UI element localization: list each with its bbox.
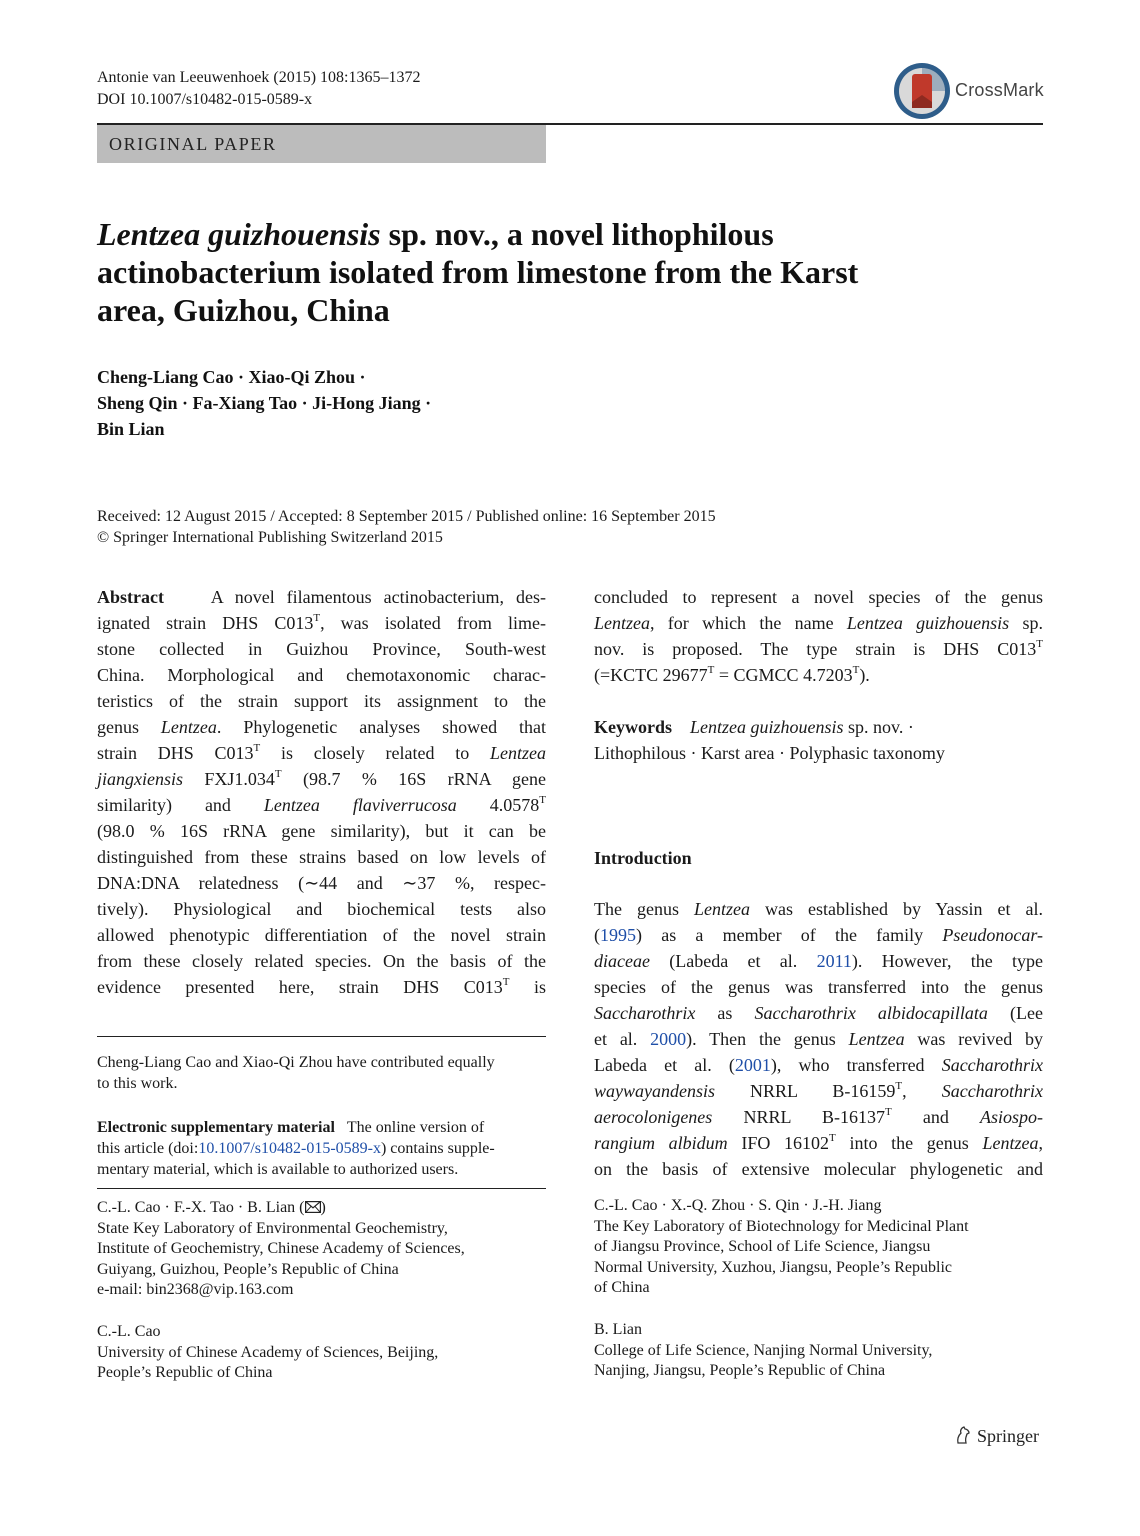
crossmark-label: CrossMark [955,80,1044,100]
affiliation-line: Nanjing, Jiangsu, People’s Republic of China [594,1362,886,1380]
abstract-right [594,584,1043,688]
doi-link[interactable]: 10.1007/s10482-015-0589-x [198,1140,381,1157]
intro-line [594,1026,1043,1052]
abstract-line [594,662,1043,688]
springer-horse-icon [953,1425,973,1445]
authors-line-2[interactable]: Sheng Qin · Fa-Xiang Tao · Ji-Hong Jiang · [97,393,432,413]
affiliation-text: ) [320,1199,326,1216]
intro-text: et al. [594,1029,651,1049]
abstract-text: similarity) and [97,795,264,815]
keywords-line-1 [594,714,1043,740]
introduction-body [594,896,1043,1182]
intro-line: species of the genus was transferred into the genus [594,977,1043,997]
species-name: waywayandensis [594,1081,715,1101]
intro-line [594,1052,1043,1078]
title-line-2: actinobacterium isolated from limestone from the Karst [97,254,859,290]
authors-line-3[interactable]: Bin Lian [97,419,165,439]
superscript-t: T [274,768,282,780]
intro-text: (Lee [987,1003,1044,1023]
species-name: Saccharothrix albidocapillata [754,1003,988,1023]
abstract-text: = CGMCC 4.7203 [714,665,853,685]
citation-link[interactable]: 1995 [600,925,636,945]
superscript-t: T [539,794,546,806]
crossmark-badge[interactable] [893,62,1043,120]
abstract-line [97,714,546,740]
intro-text: and [891,1107,980,1127]
keywords-heading: Keywords [594,717,672,737]
intro-line [594,896,1043,922]
copyright-line: © Springer International Publishing Switzerland 2015 [97,529,443,546]
abstract-text: evidence presented here, strain DHS C013 [97,977,503,997]
genus-name: Lentzea [160,717,217,737]
species-name: Lentzea guizhouensis [846,613,1010,633]
affiliation-block [594,1196,969,1299]
keywords [594,714,1043,766]
abstract-heading: Abstract [97,587,164,607]
abstract-line: tively). Physiological and biochemical tests also [97,899,546,919]
intro-text: ) as a member of the family [636,925,943,945]
footnote-contribution [97,1052,546,1094]
abstract-line [97,766,546,792]
affiliation-line: Institute of Geochemistry, Chinese Academy of Sciences, [97,1240,465,1258]
abstract-text: nov. is proposed. The type strain is DHS C013 [594,639,1037,659]
intro-text: ). Then the genus [686,1029,849,1049]
abstract-line: from these closely related species. On the basis of the [97,951,546,971]
abstract-line: concluded to represent a novel species of the genus [594,587,1043,607]
intro-text: as [695,1003,755,1023]
abstract-left [97,584,546,1000]
genus-name: Saccharothrix [594,1003,696,1023]
abstract-line [594,636,1043,662]
intro-line [594,1000,1043,1026]
abstract-text: . Phylogenetic analyses showed that [216,717,546,737]
family-name: Pseudonocar- [942,925,1043,945]
abstract-text: FXJ1.034 [183,769,275,789]
intro-text: ). However, the type [851,951,1043,971]
abstract-line [97,792,546,818]
intro-line [594,1104,1043,1130]
dates-line: Received: 12 August 2015 / Accepted: 8 September 2015 / Published online: 16 September 2015 [97,508,716,525]
genus-name: Lentzea [848,1029,905,1049]
publication-dates [97,506,716,548]
abstract-line: DNA:DNA relatedness (∼44 and ∼37 %, respec- [97,873,546,893]
abstract-line [97,974,546,1000]
abstract-text: (=KCTC 29677 [594,665,708,685]
intro-text: was established by Yassin et al. [750,899,1044,919]
introduction-heading: Introduction [594,848,692,868]
journal-header [97,67,420,111]
intro-text: was revived by [904,1029,1044,1049]
abstract-text: strain DHS C013 [97,743,254,763]
abstract-line: distinguished from these strains based on low levels of [97,847,546,867]
intro-line [594,948,1043,974]
intro-line [594,1078,1043,1104]
abstract-line: teristics of the strain support its assignment to the [97,691,546,711]
superscript-t: T [1036,638,1043,650]
intro-line [594,1130,1043,1156]
intro-text: ( [594,925,600,945]
abstract-text: ignated strain DHS C013 [97,613,314,633]
envelope-icon[interactable] [305,1201,321,1213]
email-address[interactable]: e-mail: bin2368@vip.163.com [97,1281,294,1299]
superscript-t: T [852,664,860,676]
genus-name: Lentzea [694,899,750,919]
keyword-species-rest: sp. nov. · [843,717,914,737]
intro-text: The genus [594,899,694,919]
affiliation-line: University of Chinese Academy of Sciences, Beijing, [97,1343,439,1361]
abstract-text: ). [859,665,870,685]
title-species: Lentzea guizhouensis [97,216,381,252]
genus-name: Lentzea [982,1133,1039,1153]
footnote-line [97,1138,546,1159]
affiliation-text: C.-L. Cao · F.-X. Tao · B. Lian ( [97,1199,305,1216]
affiliation-names: C.-L. Cao · X.-Q. Zhou · S. Qin · J.-H. Jiang [594,1197,882,1214]
footnote-line: to this work. [97,1075,178,1092]
affiliation-names [97,1198,465,1219]
affiliation-line: of China [594,1279,650,1297]
genus-name: Lentzea [594,613,650,633]
intro-text: IFO 16102 [727,1133,830,1153]
superscript-t: T [253,742,261,754]
intro-line: on the basis of extensive molecular phylogenetic and [594,1159,1043,1179]
authors-line-1[interactable]: Cheng-Liang Cao · Xiao-Qi Zhou · [97,367,366,387]
citation-link[interactable]: 2000 [650,1029,687,1049]
species-name: Lentzea flaviverrucosa [263,795,457,815]
genus-name: Asiospo- [980,1107,1043,1127]
footnote-line [97,1117,546,1138]
footnote-line: mentary material, which is available to authorized users. [97,1161,459,1178]
footnote-esm [97,1117,546,1180]
intro-text: Labeda et al. ( [594,1055,735,1075]
title-line-1 [97,215,997,253]
citation-link[interactable]: 2001 [734,1055,771,1075]
springer-label: Springer [977,1426,1039,1446]
family-name: diaceae [594,951,650,971]
affiliation-line: Normal University, Xuzhou, Jiangsu, People’s Republic [594,1258,953,1276]
abstract-line [594,610,1043,636]
superscript-t: T [884,1106,892,1118]
esm-heading: Electronic supplementary material [97,1119,335,1136]
affiliation-line: People’s Republic of China [97,1364,273,1382]
affiliation-names: B. Lian [594,1321,642,1338]
intro-text: , [1038,1133,1043,1153]
citation-link[interactable]: 2011 [816,951,852,971]
abstract-line: (98.0 % 16S rRNA gene similarity), but it can be [97,821,546,841]
affiliation-line: The Key Laboratory of Biotechnology for Medicinal Plant [594,1217,969,1235]
abstract-line [97,740,546,766]
abstract-text: sp. [1009,613,1043,633]
affiliation-block [97,1198,465,1301]
genus-name: Lentzea [489,743,546,763]
intro-text: NRRL B-16159 [715,1081,896,1101]
affiliation-line: College of Life Science, Nanjing Normal University, [594,1341,933,1359]
abstract-line [97,584,546,610]
abstract-text: is [509,977,546,997]
abstract-text: 4.0578 [456,795,540,815]
species-name: aerocolonigenes [594,1107,713,1127]
publisher-footer [953,1423,1039,1449]
genus-name: Saccharothrix [941,1055,1043,1075]
footnote-text: this article (doi: [97,1140,199,1157]
intro-text: ), who transferred [770,1055,942,1075]
title-line-1-rest: sp. nov., a novel lithophilous [380,216,774,252]
intro-text: NRRL B-16137 [712,1107,885,1127]
intro-text: , [902,1081,942,1101]
doi-line: DOI 10.1007/s10482-015-0589-x [97,91,313,108]
intro-text: (Labeda et al. [649,951,817,971]
abstract-text: A novel filamentous actinobacterium, des- [210,587,546,607]
abstract-text: (98.7 % 16S rRNA gene [281,769,547,789]
footnote-rule [97,1036,546,1037]
author-list [97,364,431,442]
journal-citation: Antonie van Leeuwenhoek (2015) 108:1365–1372 [97,69,421,86]
affiliation-line: Guiyang, Guizhou, People’s Republic of China [97,1260,399,1278]
abstract-line: allowed phenotypic differentiation of the novel strain [97,925,546,945]
keyword-species: Lentzea guizhouensis [690,717,844,737]
abstract-text: genus [97,717,161,737]
affiliation-block [97,1322,438,1384]
intro-line [594,922,1043,948]
genus-name: Saccharothrix [941,1081,1044,1101]
affiliation-block [594,1320,932,1382]
superscript-t: T [895,1080,903,1092]
abstract-line: China. Morphological and chemotaxonomic charac- [97,665,546,685]
superscript-t: T [502,976,510,988]
affiliation-line: State Key Laboratory of Environmental Geochemistry, [97,1219,448,1237]
species-name: rangium albidum [594,1133,728,1153]
abstract-line [97,610,546,636]
footnote-line: Cheng-Liang Cao and Xiao-Qi Zhou have contributed equally [97,1054,495,1071]
affiliation-names: C.-L. Cao [97,1323,161,1340]
superscript-t: T [707,664,715,676]
footnote-text: ) contains supple- [380,1140,495,1157]
paper-type-band: ORIGINAL PAPER [97,125,546,163]
article-title [97,215,997,329]
keywords-line-2: Lithophilous · Karst area · Polyphasic taxonomy [594,743,945,763]
abstract-line: stone collected in Guizhou Province, South-west [97,639,546,659]
footnote-rule [97,1188,546,1189]
abstract-text: , for which the name [650,613,847,633]
abstract-text: , was isolated from lime- [320,613,546,633]
superscript-t: T [829,1132,836,1144]
superscript-t: T [313,612,321,624]
intro-text: into the genus [835,1133,983,1153]
title-line-3: area, Guizhou, China [97,292,390,328]
crossmark-icon [893,62,951,120]
footnote-text: The online version of [346,1119,485,1136]
affiliation-line: of Jiangsu Province, School of Life Science, Jiangsu [594,1238,931,1256]
abstract-text: is closely related to [260,743,490,763]
species-name: jiangxiensis [97,769,183,789]
